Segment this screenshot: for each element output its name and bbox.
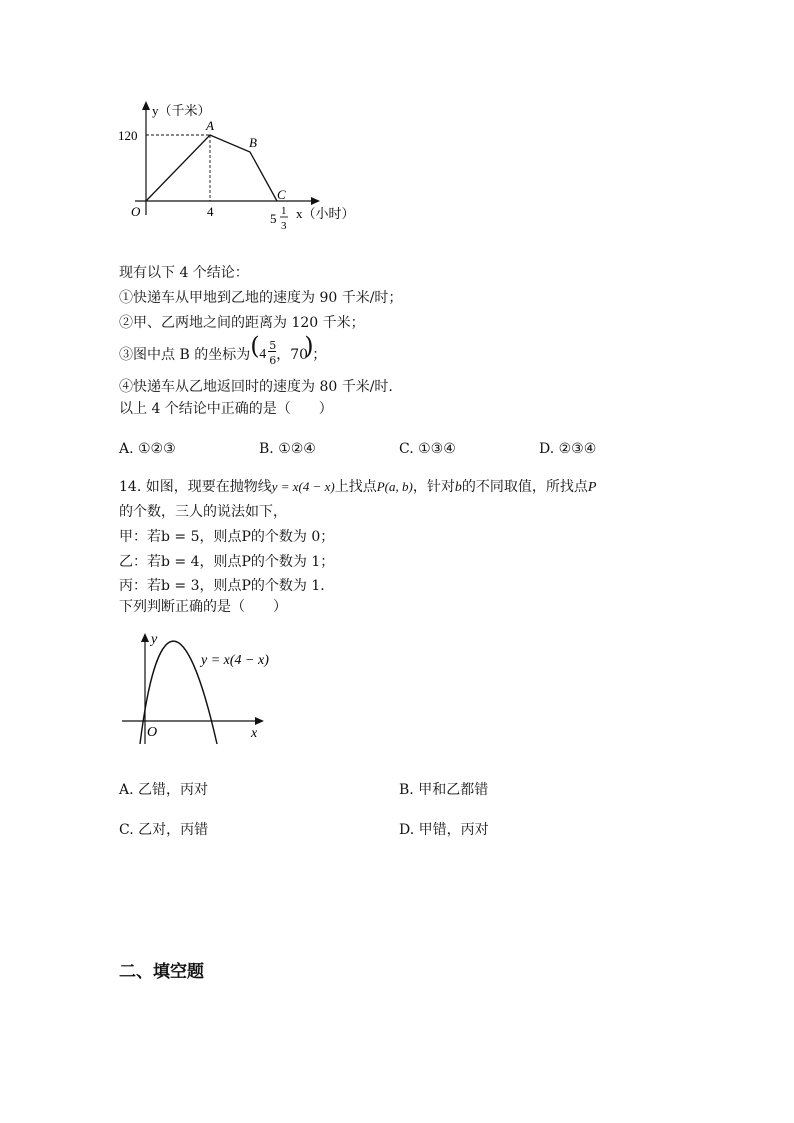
q14-different-values: 的不同取值，所找点	[461, 479, 588, 495]
parabola-graph	[118, 628, 278, 748]
c-tick-denominator: 3	[281, 220, 287, 232]
q14-parabola-equation: y = x(4 − x)	[271, 479, 335, 494]
q14-var-b: b	[454, 480, 462, 495]
q13-option-d[interactable]: D. ②③④	[539, 441, 597, 457]
y-axis-label: y	[151, 632, 158, 647]
coord-rest: ，70	[276, 347, 309, 363]
y-axis-label: y（千米）	[152, 103, 211, 118]
q13-statement-4: ④快递车从乙地返回时的速度为 80 千米/时.	[119, 379, 393, 395]
q14-claim-bing: 丙：若b = 3，则点P的个数为 1.	[119, 578, 325, 594]
q14-option-b[interactable]: B. 甲和乙都错	[399, 782, 489, 798]
q13-intro: 现有以下 4 个结论：	[119, 265, 249, 281]
q14-line-2: 的个数，三人的说法如下，	[119, 504, 287, 520]
y-axis-arrow	[141, 633, 149, 642]
parabola-equation-label: y = x(4 − x)	[201, 653, 269, 668]
q14-var-p: P	[587, 480, 597, 495]
c-tick-whole: 5	[270, 211, 277, 226]
q14-option-c[interactable]: C. 乙对，丙错	[119, 822, 209, 838]
q13-statement-1: ①快递车从甲地到乙地的速度为 90 千米/时；	[119, 290, 403, 306]
b-coordinate	[250, 332, 314, 367]
origin-label: O	[147, 725, 158, 740]
q13-option-c[interactable]: C. ①③④	[399, 441, 456, 457]
statement-3-suffix: ；	[312, 347, 327, 363]
q14-find-point: 上找点	[334, 479, 377, 495]
x-tick-4: 4	[207, 204, 214, 219]
coord-numerator: 5	[269, 339, 277, 352]
statement-3-prefix: ③图中点 B 的坐标为	[119, 347, 251, 363]
q14-option-a[interactable]: A. 乙错，丙对	[119, 782, 209, 798]
x-axis-label: x（小时）	[296, 206, 355, 221]
distance-time-graph	[110, 95, 360, 240]
origin-label: O	[131, 204, 141, 219]
point-b-label: B	[249, 135, 257, 150]
q14-question: 下列判断正确的是（ ）	[119, 599, 287, 615]
route-line	[146, 135, 277, 201]
coord-denominator: 6	[269, 354, 277, 367]
coord-close-paren: )	[304, 332, 314, 360]
q14-for-each: ，针对	[412, 479, 455, 495]
q13-statement-3	[119, 332, 327, 367]
q13-question: 以上 4 个结论中正确的是（ ）	[119, 401, 333, 417]
q14-intro: 14. 如图，现要在抛物线	[119, 479, 272, 495]
q14-claim-yi: 乙：若b = 4，则点P的个数为 1；	[119, 554, 335, 570]
c-tick-numerator: 1	[281, 205, 287, 217]
section-heading: 二、填空题	[119, 962, 204, 982]
y-tick-120: 120	[118, 128, 138, 143]
x-axis-arrow	[311, 197, 320, 205]
q13-option-b[interactable]: B. ①②④	[259, 441, 316, 457]
coord-open-paren: (	[250, 332, 260, 360]
y-axis-arrow	[142, 101, 150, 110]
coord-whole: 4	[259, 347, 267, 362]
point-c-label: C	[277, 187, 286, 202]
point-a-label: A	[206, 118, 214, 133]
q14-option-d[interactable]: D. 甲错，丙对	[399, 822, 489, 838]
q14-claim-jia: 甲：若b = 5，则点P的个数为 0；	[119, 529, 335, 545]
q13-option-a[interactable]: A. ①②③	[119, 441, 176, 457]
q14-point-pab: P(a, b)	[376, 479, 413, 494]
q14-line-1	[119, 478, 596, 497]
x-axis-arrow	[255, 717, 264, 725]
q13-statement-2: ②甲、乙两地之间的距离为 120 千米；	[119, 315, 365, 331]
x-axis-label: x	[251, 726, 258, 741]
